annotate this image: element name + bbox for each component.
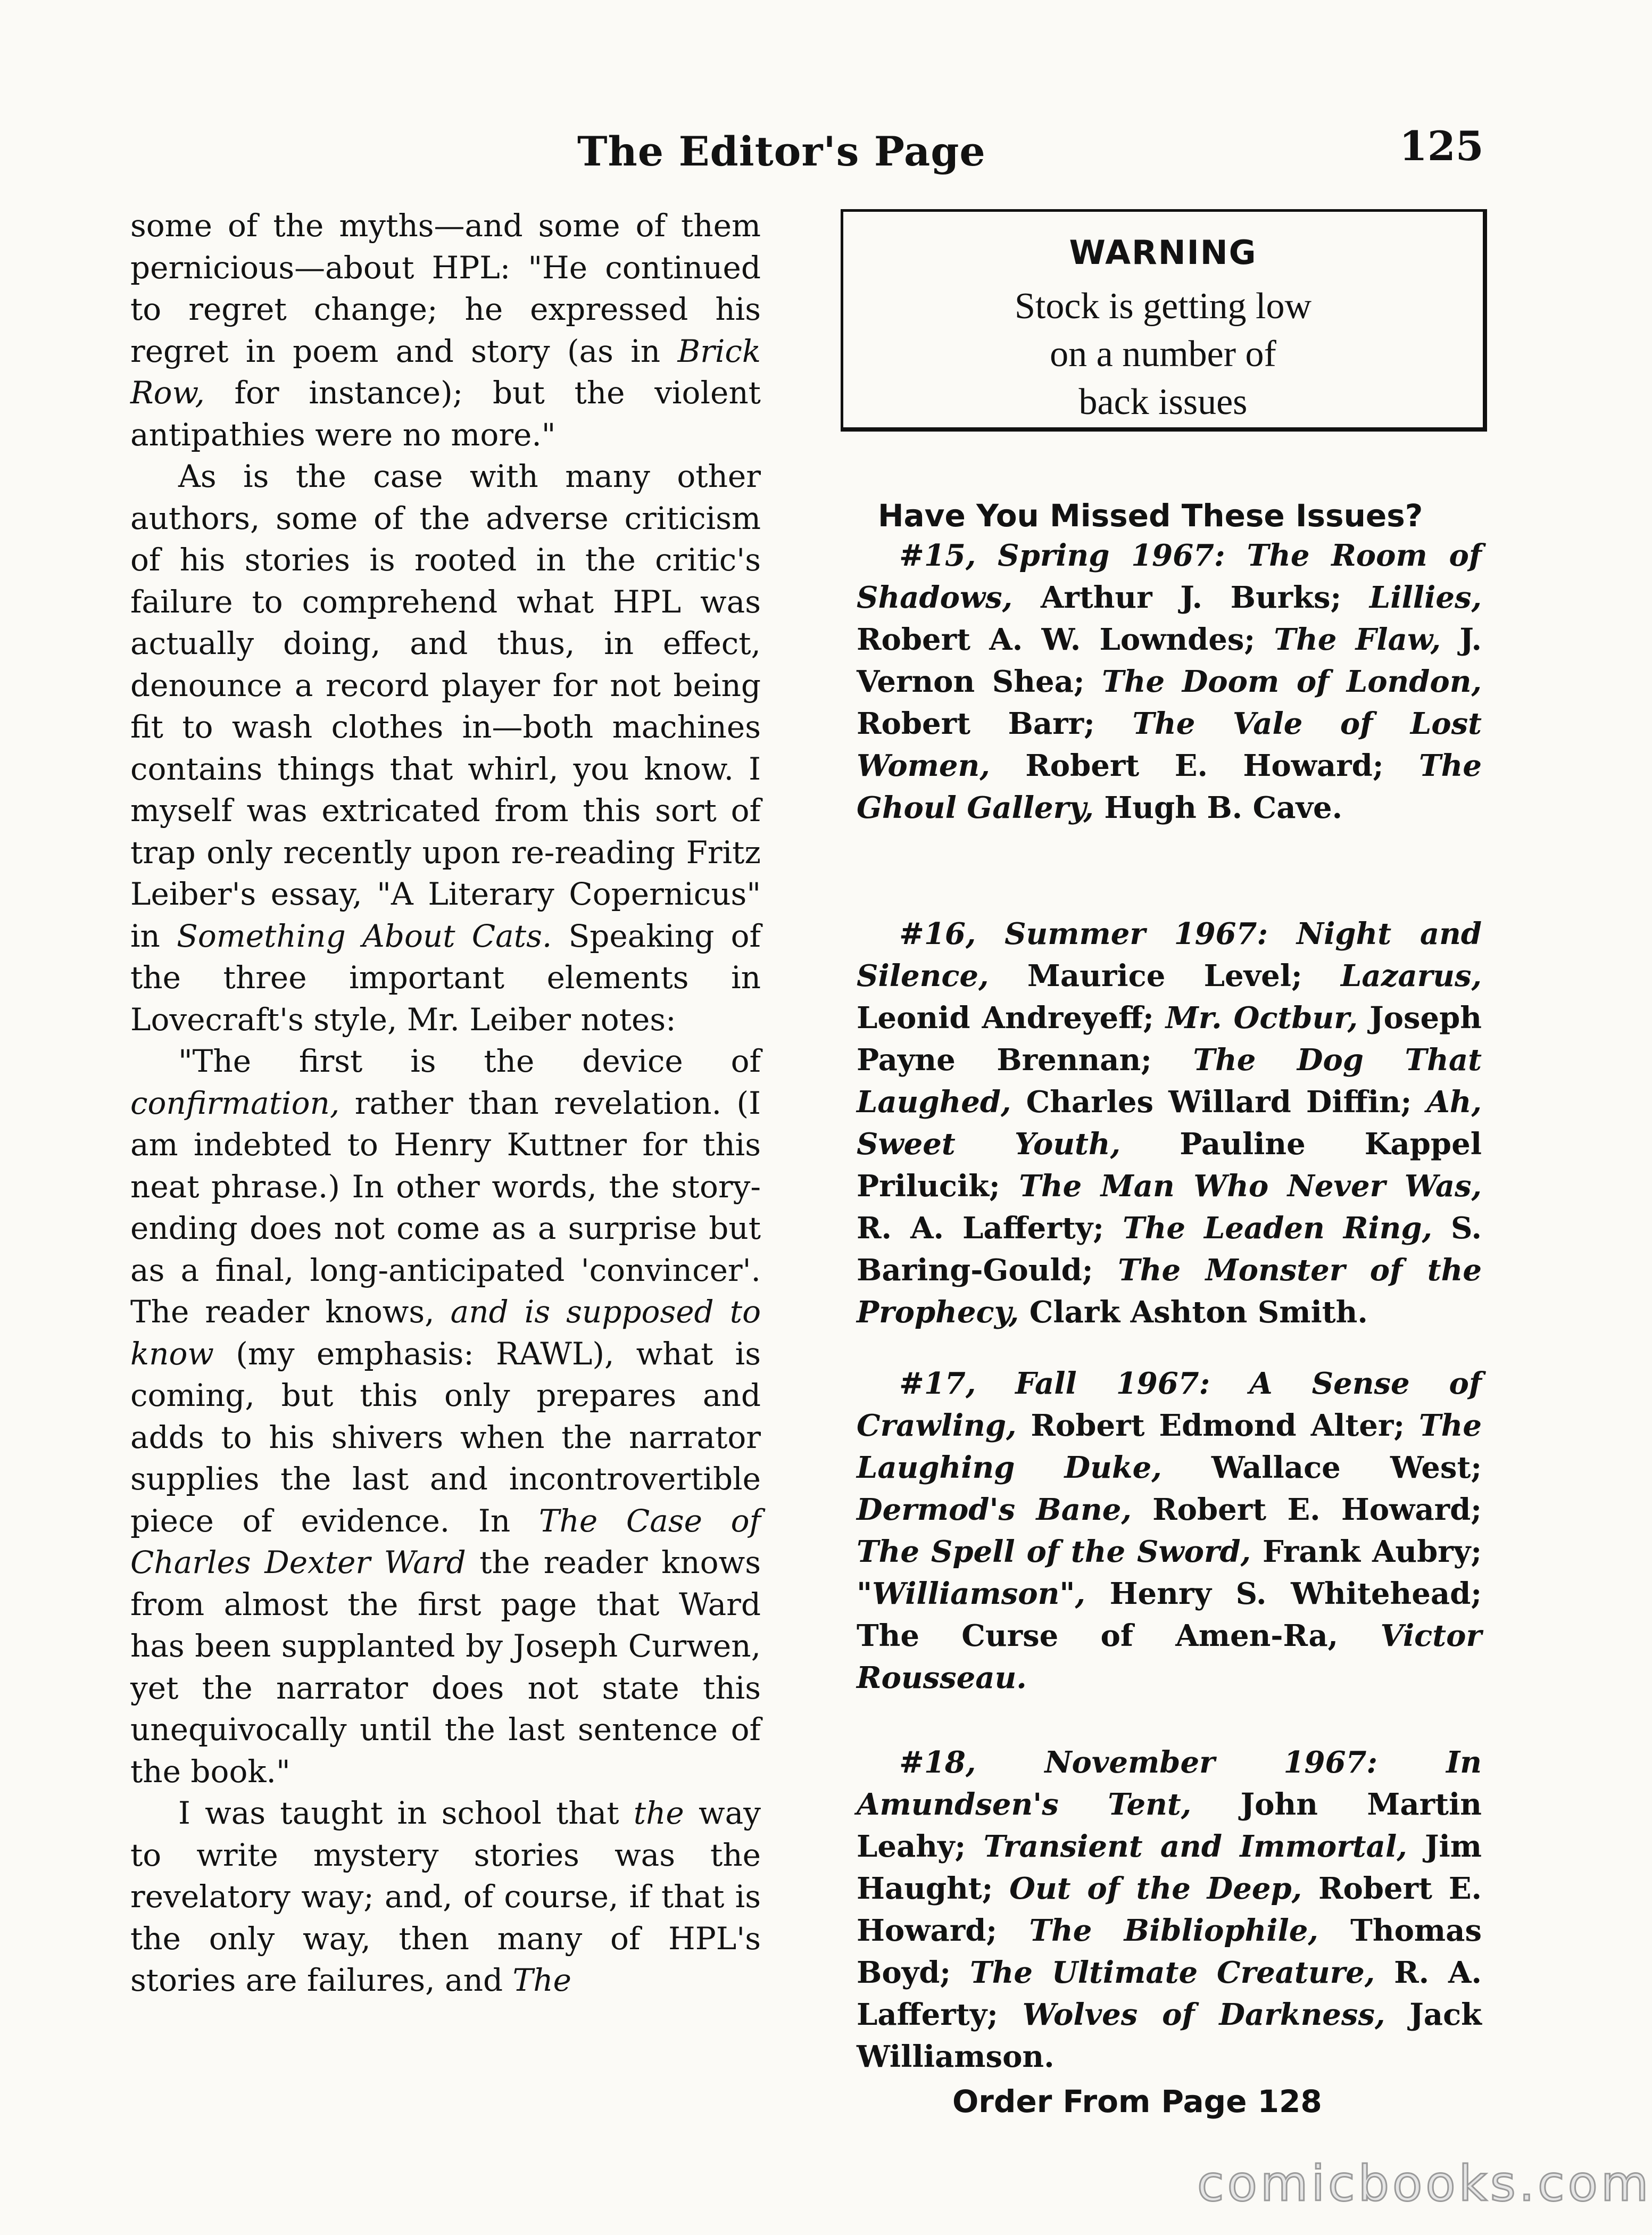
issue-entry-15	[857, 535, 1482, 829]
text-run: I was taught in school that	[178, 1795, 634, 1831]
site-watermark: comicbooks.com	[1197, 2155, 1652, 2212]
story-author: S. Baring-Gould;	[857, 1211, 1482, 1288]
story-author: Robert Edmond Alter;	[1016, 1408, 1419, 1443]
warning-line: on a number of	[1050, 334, 1276, 375]
issue-number-date: #18, November 1967:	[899, 1745, 1447, 1780]
story-title: Night and Silence,	[857, 916, 1482, 994]
story-title: Wolves of Darkness,	[1022, 1997, 1385, 2032]
story-author: Hugh B. Cave.	[1093, 790, 1343, 825]
paragraph-3-quote	[130, 1040, 761, 1792]
story-title: Transient and Immortal,	[983, 1829, 1407, 1864]
italic-title: The	[512, 1962, 571, 1998]
story-author: Arthur J. Burks;	[1012, 580, 1369, 615]
back-issues-heading: Have You Missed These Issues?	[878, 498, 1423, 534]
text-run: the reader knows from almost the first page that Ward has been supplanted by Joseph Curwen, yet the narrator does not state this unequivocally until the last sentence of the book."	[130, 1544, 761, 1790]
story-author: Charles Willard Diffin;	[1011, 1085, 1427, 1120]
text-run: As is the case with many other authors, some of the adverse criticism of his stories is rooted in the critic's failure to comprehend what HPL was actually doing, and thus, in effect, denounce a record player for not being fit to wash clothes in—both machines contains things that whirl, you know. I myself was extricated from this sort of trap only recently upon re-reading Fritz Leiber's essay, "A Literary Copernicus" in	[130, 458, 761, 954]
text-run: Speaking of the three important elements in Lovecraft's style, Mr. Leiber notes:	[130, 917, 761, 1038]
story-title: The Leaden Ring,	[1122, 1211, 1433, 1246]
story-title: "Williamson",	[857, 1576, 1085, 1611]
story-title: The Room of Shadows,	[857, 538, 1482, 615]
story-author: Wallace West;	[1161, 1450, 1482, 1485]
story-author: Clark Ashton Smith.	[1019, 1295, 1368, 1330]
italic-title: Something About Cats.	[177, 917, 552, 954]
story-author: Henry S. Whitehead; The Curse of Amen-Ra,	[857, 1576, 1482, 1653]
story-title: The Ghoul Gallery,	[857, 748, 1482, 825]
story-author: Frank Aubry;	[1251, 1534, 1482, 1569]
story-title: The Flaw,	[1274, 622, 1441, 657]
story-author: Maurice Level;	[989, 958, 1341, 994]
page-number: 125	[1399, 122, 1484, 170]
story-title: The Vale of Lost Women,	[857, 706, 1482, 783]
text-run: rather than revelation. (I am indebted to Henry Kuttner for this neat phrase.) In other words, the story-ending does not come as a surprise but as a final, long-anticipated 'convincer'. The reader knows,	[130, 1085, 761, 1330]
italic-title: Brick Row,	[130, 333, 761, 411]
story-author: Victor Rousseau.	[857, 1618, 1482, 1695]
page-header-title: The Editor's Page	[577, 128, 986, 175]
warning-box	[841, 209, 1487, 432]
paragraph-4	[130, 1792, 761, 2001]
warning-line: back issues	[1078, 382, 1248, 423]
story-author: Robert A. W. Lowndes;	[857, 622, 1274, 657]
issue-entry-17	[857, 1363, 1482, 1699]
story-author: Jack Williamson.	[857, 1997, 1482, 2074]
story-author: John Martin Leahy;	[857, 1787, 1482, 1864]
back-issues-list	[857, 535, 1482, 2078]
issue-number-date: #15, Spring 1967:	[899, 538, 1247, 573]
story-title: The Dog That Laughed,	[857, 1042, 1482, 1120]
story-title: Lillies,	[1369, 580, 1482, 615]
story-author: Joseph Payne Brennan;	[857, 1000, 1482, 1078]
story-author: Robert E. Howard;	[857, 1871, 1482, 1948]
story-author: Pauline Kappel Prilucik;	[857, 1127, 1482, 1204]
story-title: The Bibliophile,	[1029, 1913, 1318, 1948]
story-title: Lazarus,	[1341, 958, 1482, 994]
italic-emphasis: and is supposed to know	[130, 1294, 761, 1372]
story-author: Robert E. Howard;	[1131, 1492, 1482, 1527]
story-author: Jim Haught;	[857, 1829, 1482, 1906]
text-run: (my emphasis: RAWL), what is coming, but this only prepares and adds to his shivers when the narrator supplies the last and incontrovertible piece of evidence. In	[130, 1335, 761, 1539]
editorial-column	[130, 205, 761, 2001]
italic-title: The Case of Charles Dexter Ward	[130, 1502, 761, 1580]
warning-heading: WARNING	[1069, 233, 1257, 272]
story-title: The Ultimate Creature,	[969, 1955, 1375, 1990]
text-run: way to write mystery stories was the revelatory way; and, of course, if that is the only way, then many of HPL's stories are failures, and	[130, 1795, 761, 1998]
issue-entry-18	[857, 1742, 1482, 2078]
warning-line: Stock is getting low	[1014, 286, 1312, 327]
story-title: Dermod's Bane,	[857, 1492, 1132, 1527]
story-title: A Sense of Crawling,	[857, 1366, 1482, 1443]
story-title: Out of the Deep,	[1009, 1871, 1302, 1906]
story-title: Ah, Sweet Youth,	[857, 1085, 1482, 1162]
story-title: The Laughing Duke,	[857, 1408, 1482, 1485]
story-author: J. Vernon Shea;	[857, 622, 1482, 699]
text-run: "The first is the device of	[178, 1043, 761, 1079]
story-author: Thomas Boyd;	[857, 1913, 1482, 1990]
order-from-page-note: Order From Page 128	[952, 2083, 1322, 2120]
issue-number-date: #17, Fall 1967:	[899, 1366, 1250, 1401]
story-author: Robert Barr;	[857, 706, 1133, 741]
story-author: R. A. Lafferty;	[857, 1211, 1123, 1246]
story-author: R. A. Lafferty;	[857, 1955, 1482, 2032]
italic-emphasis: the	[633, 1795, 684, 1831]
story-title: The Spell of the Sword,	[857, 1534, 1251, 1569]
text-run: for instance); but the violent antipathies were no more."	[130, 375, 761, 453]
issue-number-date: #16, Summer 1967:	[899, 916, 1297, 951]
italic-term: confirmation,	[130, 1085, 340, 1121]
paragraph-1	[130, 205, 761, 456]
story-author: Leonid Andreyeff;	[857, 1000, 1166, 1036]
story-title: The Monster of the Prophecy,	[857, 1253, 1482, 1330]
text-run: some of the myths—and some of them pernicious—about HPL: "He continued to regret change; he expressed his regret in poem and story (as in	[130, 208, 761, 369]
paragraph-2	[130, 456, 761, 1040]
warning-message	[843, 283, 1483, 426]
story-title: In Amundsen's Tent,	[857, 1745, 1482, 1822]
story-author: Robert E. Howard;	[990, 748, 1419, 783]
story-title: Mr. Octbur,	[1165, 1000, 1358, 1036]
issue-entry-16	[857, 913, 1482, 1334]
story-title: The Doom of London,	[1102, 664, 1482, 699]
story-title: The Man Who Never Was,	[1019, 1169, 1482, 1204]
